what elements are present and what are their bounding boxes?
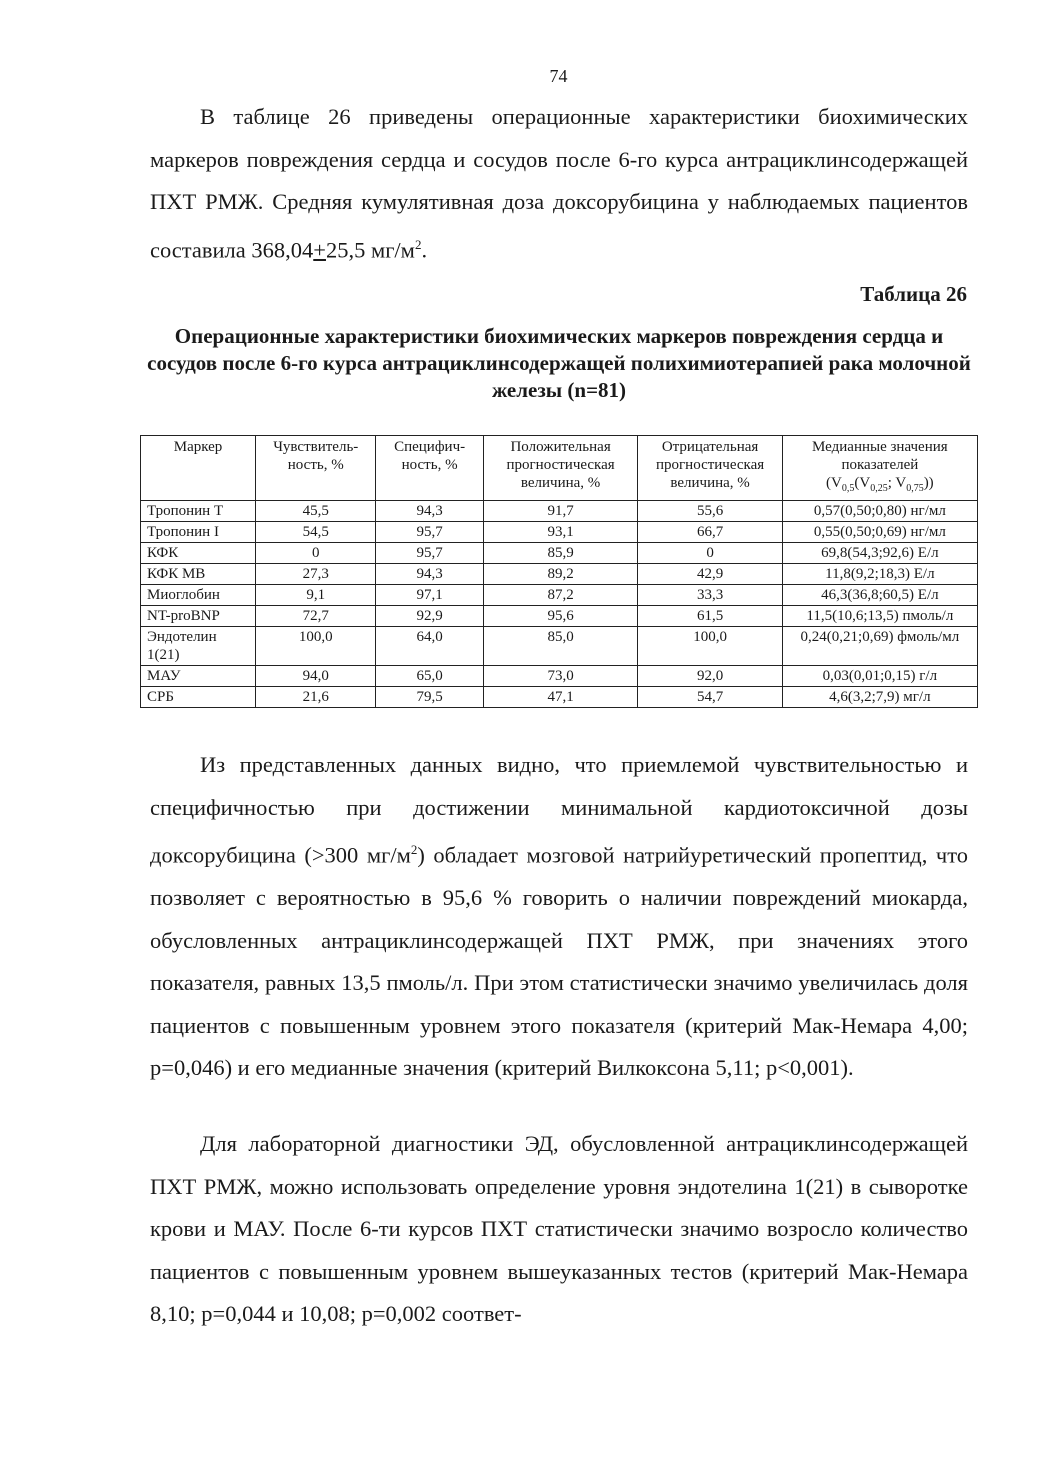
table-row bbox=[141, 666, 978, 687]
header-median-end: )) bbox=[923, 475, 934, 491]
plus-minus-sign: + bbox=[313, 237, 326, 262]
cell-sensitivity: 45,5 bbox=[256, 501, 376, 522]
cell-npv: 100,0 bbox=[638, 627, 782, 666]
table-header-row bbox=[141, 436, 978, 501]
cell-marker: Тропонин I bbox=[141, 522, 256, 543]
cell-sensitivity: 0 bbox=[256, 543, 376, 564]
cell-npv: 54,7 bbox=[638, 687, 782, 708]
body2-text: Для лабораторной диагностики ЭД, обусловленной антрациклинсодержащей ПХТ РМЖ, можно использовать определение уровня эндотелина 1(21) в сыворотке крови и МАУ. После 6-ти курсов ПХТ статистически значимо возросло количество пациентов с повышенным уровнем вышеуказанных тестов (критерий Мак-Немара 8,10; p=0,044 и 10,08; p=0,002 соответ- bbox=[150, 1131, 968, 1326]
cell-specificity: 95,7 bbox=[376, 522, 483, 543]
table-row bbox=[141, 543, 978, 564]
cell-specificity: 79,5 bbox=[376, 687, 483, 708]
cell-specificity: 92,9 bbox=[376, 606, 483, 627]
cell-sensitivity: 21,6 bbox=[256, 687, 376, 708]
table-label: Таблица 26 bbox=[860, 282, 967, 306]
cell-marker: NT-proBNP bbox=[141, 606, 256, 627]
cell-sensitivity: 27,3 bbox=[256, 564, 376, 585]
cell-specificity: 97,1 bbox=[376, 585, 483, 606]
header-median-sub2: 0,25 bbox=[870, 483, 888, 494]
cell-median: 0,03(0,01;0,15) г/л bbox=[782, 666, 977, 687]
cell-sensitivity: 72,7 bbox=[256, 606, 376, 627]
intro-paragraph bbox=[150, 96, 968, 272]
table-row bbox=[141, 522, 978, 543]
table-row bbox=[141, 564, 978, 585]
cell-npv: 61,5 bbox=[638, 606, 782, 627]
cell-ppv: 47,1 bbox=[483, 687, 638, 708]
cell-specificity: 95,7 bbox=[376, 543, 483, 564]
cell-median: 4,6(3,2;7,9) мг/л bbox=[782, 687, 977, 708]
cell-marker: Тропонин Т bbox=[141, 501, 256, 522]
table-row bbox=[141, 501, 978, 522]
markers-table bbox=[140, 435, 978, 708]
cell-sensitivity: 94,0 bbox=[256, 666, 376, 687]
intro-text: В таблице 26 приведены операционные характеристики биохимических маркеров повреждения сердца и сосудов после 6-го курса антрациклинсодержащей ПХТ РМЖ. Средняя кумулятивная доза доксорубицина у наблюдаемых пациентов составила 368,04 bbox=[150, 104, 968, 262]
cell-ppv: 73,0 bbox=[483, 666, 638, 687]
cell-sensitivity: 9,1 bbox=[256, 585, 376, 606]
cell-ppv: 85,0 bbox=[483, 627, 638, 666]
cell-specificity: 65,0 bbox=[376, 666, 483, 687]
cell-marker: МАУ bbox=[141, 666, 256, 687]
cell-median: 0,57(0,50;0,80) нг/мл bbox=[782, 501, 977, 522]
cell-ppv: 95,6 bbox=[483, 606, 638, 627]
dose-value: 25,5 мг/м bbox=[325, 237, 415, 262]
cell-npv: 66,7 bbox=[638, 522, 782, 543]
cell-ppv: 87,2 bbox=[483, 585, 638, 606]
header-median-label: Медианные значения показателей bbox=[812, 439, 948, 473]
cell-median: 11,5(10,6;13,5) пмоль/л bbox=[782, 606, 977, 627]
cell-median: 0,55(0,50;0,69) нг/мл bbox=[782, 522, 977, 543]
body1-text-end: ) обладает мозговой натрийуретический пропептид, что позволяет с вероятностью в 95,6 % говорить о наличии повреждений миокарда, обусловленных антрациклинсодержащей ПХТ РМЖ, при значениях этого показателя, равных 13,5 пмоль/л. При этом статистически значимо увеличилась доля пациентов с повышенным уровнем этого показателя (критерий Мак-Немара 4,00; p=0,046) и его медианные значения (критерий Вилкоксона 5,11; p<0,001). bbox=[150, 842, 969, 1080]
cell-npv: 33,3 bbox=[638, 585, 782, 606]
cell-specificity: 64,0 bbox=[376, 627, 483, 666]
intro-end: . bbox=[421, 237, 428, 262]
cell-median: 11,8(9,2;18,3) Е/л bbox=[782, 564, 977, 585]
body-paragraph-1 bbox=[150, 744, 968, 1090]
cell-median: 46,3(36,8;60,5) Е/л bbox=[782, 585, 977, 606]
header-sensitivity: Чувствитель-ность, % bbox=[256, 436, 376, 501]
header-npv: Отрицательная прогностическая величина, % bbox=[638, 436, 782, 501]
body1-superscript: 2 bbox=[410, 842, 418, 857]
cell-median: 69,8(54,3;92,6) Е/л bbox=[782, 543, 977, 564]
cell-marker: Эндотелин 1(21) bbox=[141, 627, 256, 666]
page-number: 74 bbox=[549, 66, 568, 86]
body-paragraph-2 bbox=[150, 1123, 968, 1336]
cell-ppv: 91,7 bbox=[483, 501, 638, 522]
table-row bbox=[141, 627, 978, 666]
cell-npv: 0 bbox=[638, 543, 782, 564]
header-ppv: Положительная прогностическая величина, % bbox=[483, 436, 638, 501]
cell-sensitivity: 100,0 bbox=[256, 627, 376, 666]
cell-specificity: 94,3 bbox=[376, 501, 483, 522]
cell-marker: СРБ bbox=[141, 687, 256, 708]
header-median-sub3: 0,75 bbox=[906, 483, 924, 494]
table-row bbox=[141, 606, 978, 627]
table-row bbox=[141, 585, 978, 606]
header-median-mid: (V bbox=[854, 475, 871, 491]
cell-specificity: 94,3 bbox=[376, 564, 483, 585]
dose-unit-superscript: 2 bbox=[414, 236, 422, 252]
cell-sensitivity: 54,5 bbox=[256, 522, 376, 543]
table-title: Операционные характеристики биохимических маркеров повреждения сердца и сосудов после 6-го курса антрациклинсодержащей полихимиотерапией рака молочной железы (n=81) bbox=[147, 324, 971, 402]
cell-ppv: 89,2 bbox=[483, 564, 638, 585]
cell-ppv: 85,9 bbox=[483, 543, 638, 564]
cell-marker: Миоглобин bbox=[141, 585, 256, 606]
cell-npv: 55,6 bbox=[638, 501, 782, 522]
cell-ppv: 93,1 bbox=[483, 522, 638, 543]
header-marker: Маркер bbox=[141, 436, 256, 501]
cell-marker: КФК bbox=[141, 543, 256, 564]
cell-marker: КФК МВ bbox=[141, 564, 256, 585]
table-row bbox=[141, 687, 978, 708]
header-median-sep: ; V bbox=[887, 475, 907, 491]
body1-text-start: Из представленных данных видно, что приемлемой чувствительностью и специфичностью при достижении минимальной кардиотоксичной дозы доксорубицина (>300 мг/м bbox=[150, 752, 968, 868]
header-median-sub1: 0,5 bbox=[841, 483, 855, 494]
header-median-v: (V bbox=[826, 475, 842, 491]
cell-median: 0,24(0,21;0,69) фмоль/мл bbox=[782, 627, 977, 666]
cell-npv: 92,0 bbox=[638, 666, 782, 687]
header-median bbox=[782, 436, 977, 501]
header-specificity: Специфич-ность, % bbox=[376, 436, 483, 501]
cell-npv: 42,9 bbox=[638, 564, 782, 585]
